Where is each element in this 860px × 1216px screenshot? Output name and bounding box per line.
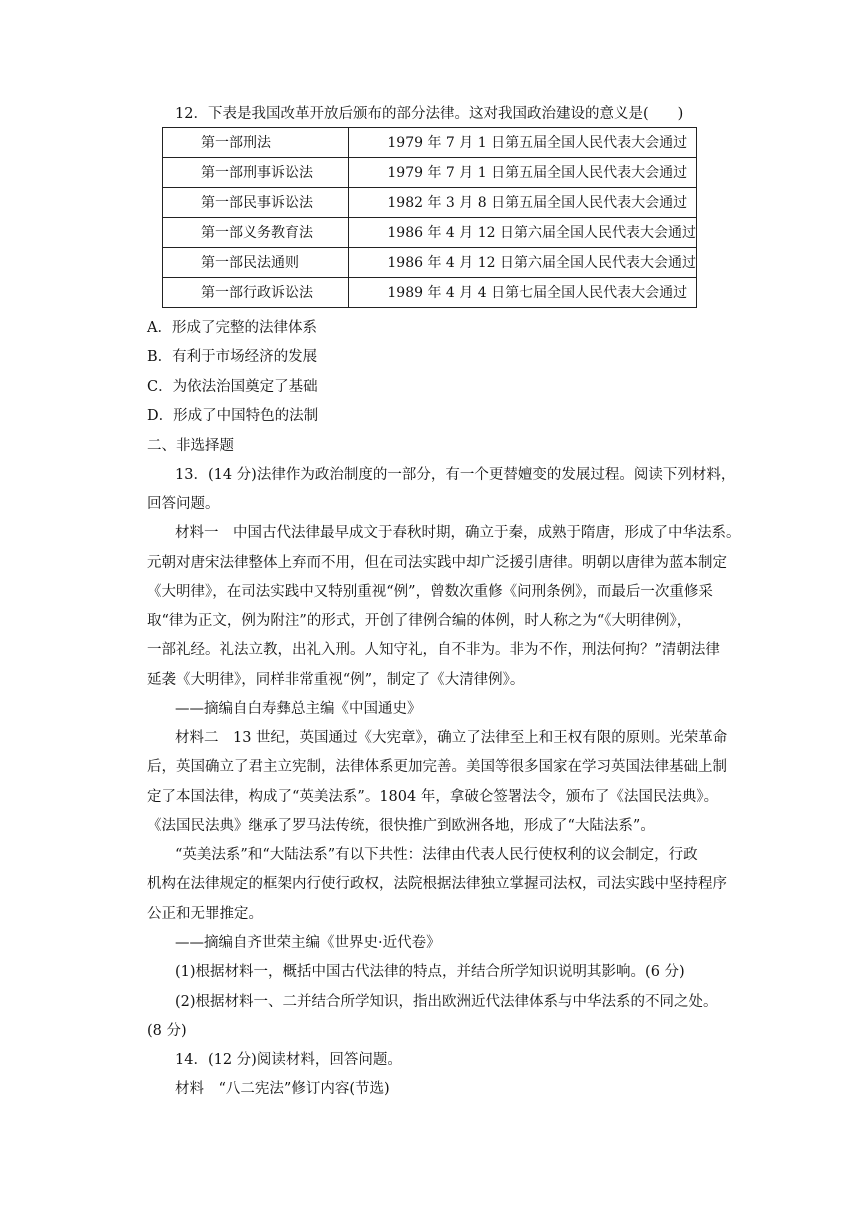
law-name: 第一部刑事诉讼法	[163, 158, 349, 188]
material-1-line: 《大明律》，在司法实践中又特别重视“例”，曾数次重修《问刑条例》，而最后一次重修采	[147, 584, 713, 600]
law-passed: 1982 年 3 月 8 日第五届全国人民代表大会通过	[349, 188, 697, 218]
material-1-line: 元朝对唐宋法律整体上弃而不用，但在司法实践中却广泛援引唐律。明朝以唐律为蓝本制定	[147, 555, 727, 571]
law-table	[162, 127, 697, 308]
law-name: 第一部民事诉讼法	[163, 188, 349, 218]
table-row	[163, 188, 697, 218]
material-2-line: 《法国民法典》继承了罗马法传统，很快推广到欧洲各地，形成了“大陆法系”。	[147, 818, 655, 834]
option-d: D．形成了中国特色的法制	[147, 408, 319, 424]
material-2-line: 定了本国法律，构成了“英美法系”。1804 年，拿破仑签署法令，颁布了《法国民法典》。	[147, 789, 719, 805]
section-heading: 二、非选择题	[147, 438, 234, 454]
law-passed: 1986 年 4 月 12 日第六届全国人民代表大会通过	[349, 218, 697, 248]
material-1-line: 一部礼经。礼法立教，出礼入刑。人知守礼，自不非为。非为不作，刑法何拘？”清朝法律	[147, 642, 720, 658]
table-row	[163, 278, 697, 308]
q13-intro-cont: 回答问题。	[147, 496, 220, 512]
material-1-source: ——摘编自白寿彝总主编《中国通史》	[175, 701, 422, 717]
option-c: C．为依法治国奠定了基础	[147, 379, 318, 395]
table-row	[163, 248, 697, 278]
material-2-line: 后，英国确立了君主立宪制，法律体系更加完善。美国等很多国家在学习英国法律基础上制	[147, 759, 727, 775]
law-passed: 1989 年 4 月 4 日第七届全国人民代表大会通过	[349, 278, 697, 308]
table-row	[163, 128, 697, 158]
q14-material: 材料 “八二宪法”修订内容(节选)	[175, 1081, 390, 1097]
q14-intro: 14．(12 分)阅读材料，回答问题。	[175, 1052, 402, 1068]
law-passed: 1979 年 7 月 1 日第五届全国人民代表大会通过	[349, 158, 697, 188]
law-name: 第一部民法通则	[163, 248, 349, 278]
sub-question-2-score: (8 分)	[147, 1023, 187, 1039]
material-1-line: 取“律为正文，例为附注”的形式，开创了律例合编的体例，时人称之为“《大明律例》，	[147, 613, 692, 629]
material-2-line: 材料二 13 世纪，英国通过《大宪章》，确立了法律至上和王权有限的原则。光荣革命	[175, 730, 728, 746]
q13-intro: 13．(14 分)法律作为政治制度的一部分，有一个更替嬗变的发展过程。阅读下列材料，	[175, 467, 736, 483]
table-row	[163, 218, 697, 248]
option-a: A．形成了完整的法律体系	[147, 320, 317, 336]
law-passed: 1979 年 7 月 1 日第五届全国人民代表大会通过	[349, 128, 697, 158]
sub-question-2: (2)根据材料一、二并结合所学知识，指出欧洲近代法律体系与中华法系的不同之处。	[175, 994, 718, 1010]
material-1-line: 材料一 中国古代法律最早成文于春秋时期，确立于秦，成熟于隋唐，形成了中华法系。	[175, 525, 741, 541]
table-row	[163, 158, 697, 188]
material-2-commonality: 机构在法律规定的框架内行使行政权，法院根据法律独立掌握司法权，司法实践中坚持程序	[147, 876, 727, 892]
material-1-line: 延袭《大明律》，同样非常重视“例”，制定了《大清律例》。	[147, 672, 525, 688]
law-passed: 1986 年 4 月 12 日第六届全国人民代表大会通过	[349, 248, 697, 278]
q12-stem: 12．下表是我国改革开放后颁布的部分法律。这对我国政治建设的意义是( )	[175, 106, 684, 122]
law-name: 第一部刑法	[163, 128, 349, 158]
sub-question-1: (1)根据材料一，概括中国古代法律的特点，并结合所学知识说明其影响。(6 分)	[175, 964, 685, 980]
option-b: B．有利于市场经济的发展	[147, 349, 318, 365]
material-2-source: ——摘编自齐世荣主编《世界史·近代卷》	[175, 935, 441, 951]
law-name: 第一部行政诉讼法	[163, 278, 349, 308]
material-2-commonality: “英美法系”和“大陆法系”有以下共性：法律由代表人民行使权利的议会制定，行政	[175, 847, 698, 863]
law-name: 第一部义务教育法	[163, 218, 349, 248]
material-2-commonality: 公正和无罪推定。	[147, 906, 263, 922]
